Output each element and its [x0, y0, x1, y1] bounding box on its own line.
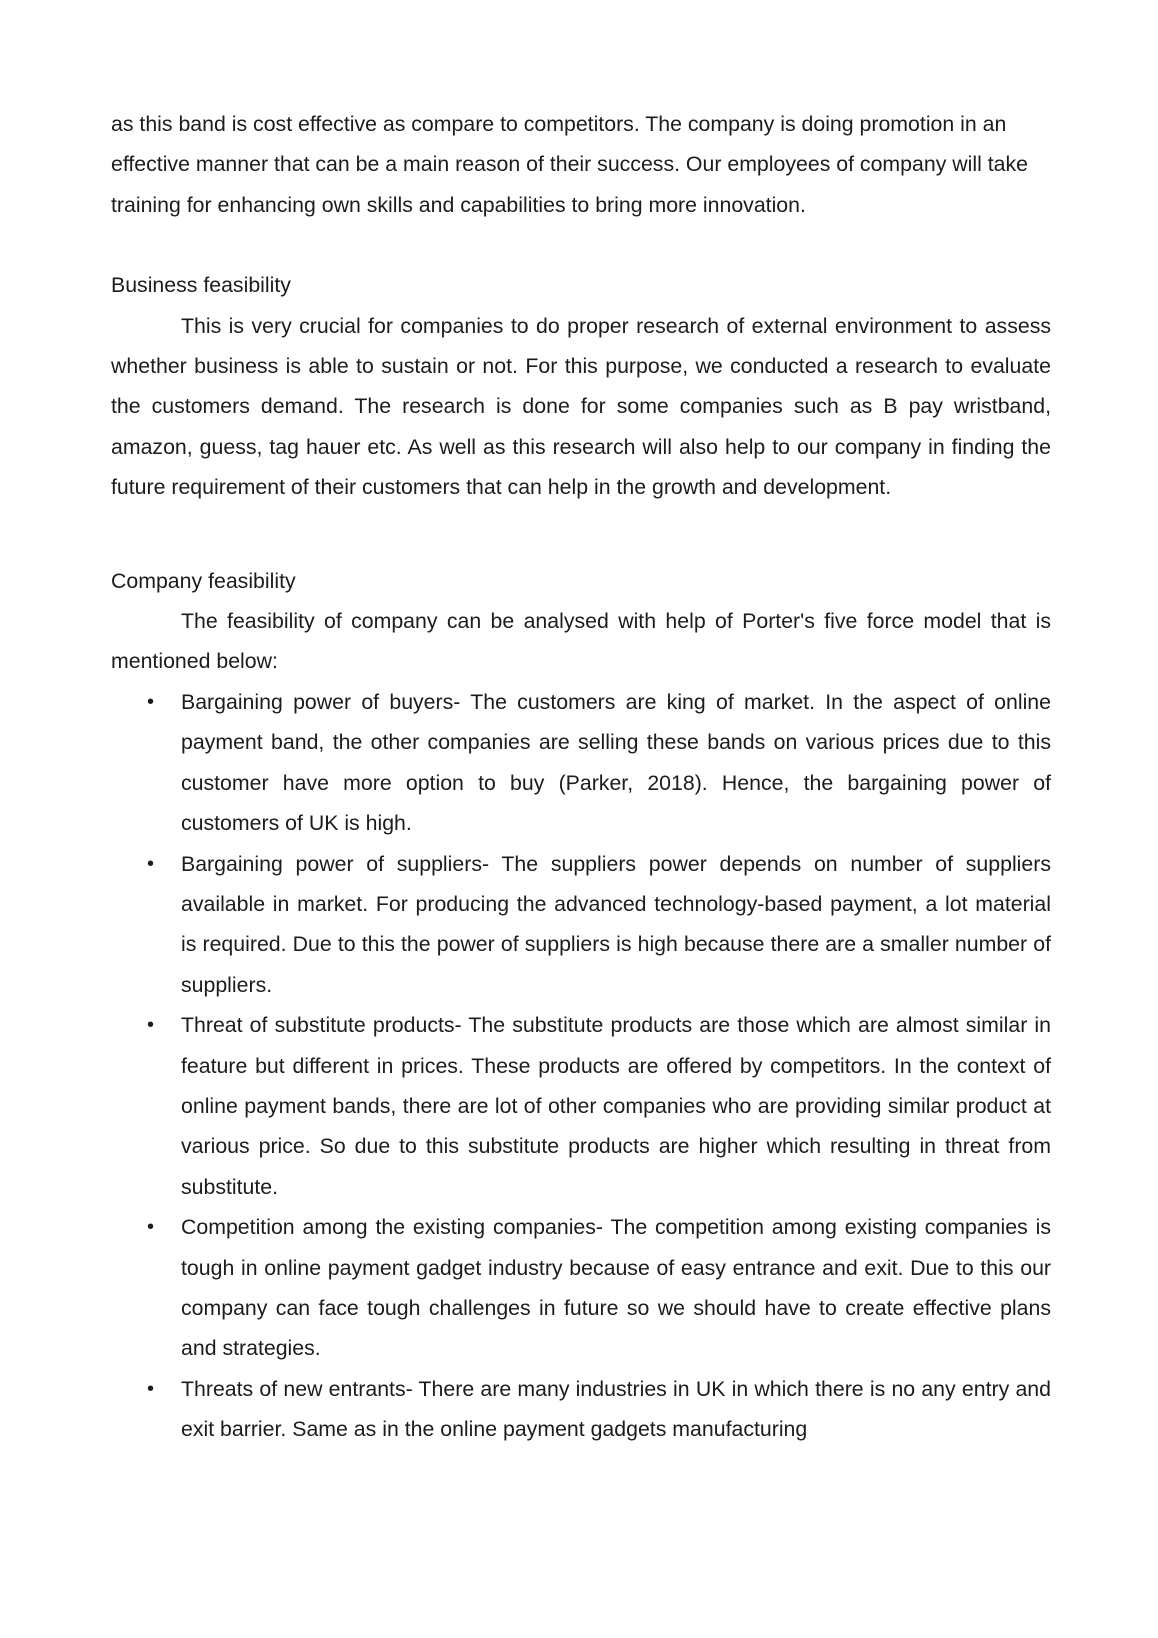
- list-item: [111, 1005, 1051, 1207]
- section-spacer: [111, 508, 1051, 561]
- company-feasibility-heading: Company feasibility: [111, 568, 296, 593]
- list-item: [111, 844, 1051, 1006]
- list-item: [111, 1207, 1051, 1369]
- list-item-text: Bargaining power of suppliers- The suppliers power depends on number of suppliers available in market. For producing the advanced technology-based payment, a lot material is required. Due to this the power of suppliers is high because there are a smaller number of suppliers.: [181, 851, 1051, 997]
- list-item-text: Competition among the existing companies- The competition among existing companies is tough in online payment gadget industry because of easy entrance and exit. Due to this our company can face tough challenges in future so we should have to create effective plans and strategies.: [181, 1215, 1051, 1361]
- bullet-icon: •: [147, 690, 155, 713]
- list-item-text: Threats of new entrants- There are many industries in UK in which there is no any entry and exit barrier. Same as in the online payment gadgets manufacturing: [181, 1376, 1051, 1442]
- list-item: [111, 682, 1051, 844]
- business-feasibility-paragraph: This is very crucial for companies to do proper research of external environment to assess whether business is able to sustain or not. For this purpose, we conducted a research to evaluate the customers demand. The research is done for some companies such as B pay wristband, amazon, guess, tag hauer etc. As well as this research will also help to our company in finding the future requirement of their customers that can help in the growth and development.: [111, 313, 1051, 500]
- list-item: [111, 1369, 1051, 1450]
- bullet-icon: •: [147, 1216, 155, 1239]
- list-item-text: Bargaining power of buyers- The customers are king of market. In the aspect of online payment band, the other companies are selling these bands on various prices due to this customer have more option to buy (Parker, 2018). Hence, the bargaining power of customers of UK is high.: [181, 689, 1051, 836]
- document-page: [111, 104, 1051, 1450]
- bullet-icon: •: [147, 852, 155, 875]
- bullet-icon: •: [147, 1377, 155, 1400]
- intro-paragraph: as this band is cost effective as compare to competitors. The company is doing promotion in an effective manner that can be a main reason of their success. Our employees of company will take training for enhancing own skills and capabilities to bring more innovation.: [111, 112, 1029, 217]
- company-feasibility-paragraph: The feasibility of company can be analysed with help of Porter's five force model that is mentioned below:: [111, 609, 1051, 674]
- porter-forces-list: [111, 682, 1051, 1450]
- list-item-text: Threat of substitute products- The substitute products are those which are almost similar in feature but different in prices. These products are offered by competitors. In the context of online payment bands, there are lot of other companies who are providing similar product at various price. So due to this substitute products are higher which resulting in threat from substitute.: [181, 1013, 1051, 1199]
- bullet-icon: •: [147, 1014, 155, 1037]
- business-feasibility-heading: Business feasibility: [111, 273, 291, 298]
